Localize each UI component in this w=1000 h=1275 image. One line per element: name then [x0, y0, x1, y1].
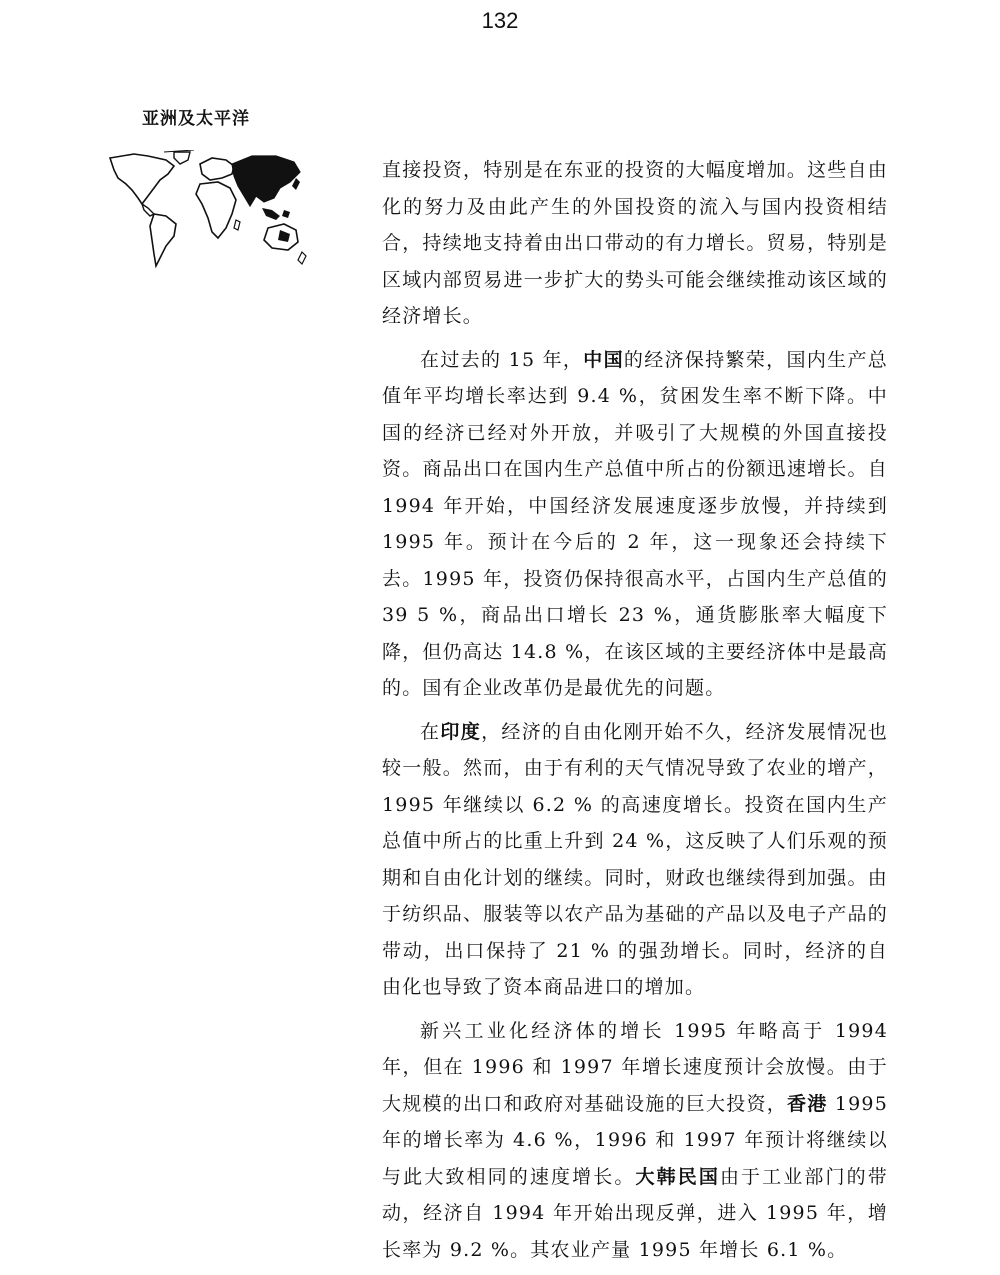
highlight-china: 中国 [583, 348, 624, 371]
africa-shape [196, 182, 236, 238]
paragraph-1: 直接投资，特别是在东亚的投资的大幅度增加。这些自由化的努力及由此产生的外国投资的流入与国内投资相结合，持续地支持着由出口带动的有力增长。贸易，特别是区域内部贸易进一步扩大的势头可能会继续推动该区域的经济增长。 [382, 159, 888, 327]
new-zealand-shape [298, 252, 306, 264]
paragraph-china: 在过去的 15 年，中国的经济保持繁荣，国内生产总值年平均增长率达到 9.4 %，贫困发生率不断下降。中国的经济已经对外开放，并吸引了大规模的外国直接投资。商品出口在国内生产总值中所占的份额迅速增长。自 1994 年开始，中国经济发展速度逐步放慢，并持续到 1995 年。预计在今后的 2 年，这一现象还会持续下去。1995 年，投资仍保持很高水平，占国内生产总值的 39 5 %，商品出口增长 23 %，通货膨胀率大幅度下降，但仍高达 14.8 %，在该区域的主要经济体中是最高的。国有企业改革仍是最优先的问题。 [382, 348, 888, 699]
highlight-india: 印度 [440, 720, 482, 743]
north-america-shape [110, 154, 174, 204]
europe-shape [200, 158, 234, 180]
japan-shape [292, 178, 300, 190]
page-number: 132 [481, 8, 519, 33]
highlight-hongkong: 香港 [787, 1092, 828, 1115]
section-title: 亚洲及太平洋 [142, 109, 250, 129]
central-america-shape [142, 204, 154, 216]
south-america-shape [150, 214, 176, 266]
article-body [382, 152, 888, 1275]
highlight-korea: 大韩民国 [635, 1165, 720, 1188]
asia-pacific-highlight [232, 156, 300, 206]
southeast-asia-shape [262, 208, 280, 220]
paragraph-india: 在印度，经济的自由化刚开始不久，经济发展情况也较一般。然而，由于有利的天气情况导致了农业的增产，1995 年继续以 6.2 % 的高速度增长。投资在国内生产总值中所占的比重上升到 24 %，这反映了人们乐观的预期和自由化计划的继续。同时，财政也继续得到加强。由于纺织品、服装等以农产品为基础的产品以及电子产品的带动，出口保持了 21 % 的强劲增长。同时，经济的自由化也导致了资本商品进口的增加。 [382, 720, 888, 998]
paragraph-nie: 新兴工业化经济体的增长 1995 年略高于 1994 年，但在 1996 和 1997 年增长速度预计会放慢。由于大规模的出口和政府对基础设施的巨大投资，香港 1995 年的增长率为 4.6 %，1996 和 1997 年预计将继续以与此大致相同的速度增长。大韩民国由于工业部门的带动，经济自 1994 年开始出现反弹，进入 1995 年，增长率为 9.2 %。其农业产量 1995 年增长 6.1 %。 [382, 1019, 888, 1261]
madagascar-shape [234, 220, 240, 230]
world-map-icon [104, 150, 310, 272]
greenland-shape [174, 152, 190, 164]
